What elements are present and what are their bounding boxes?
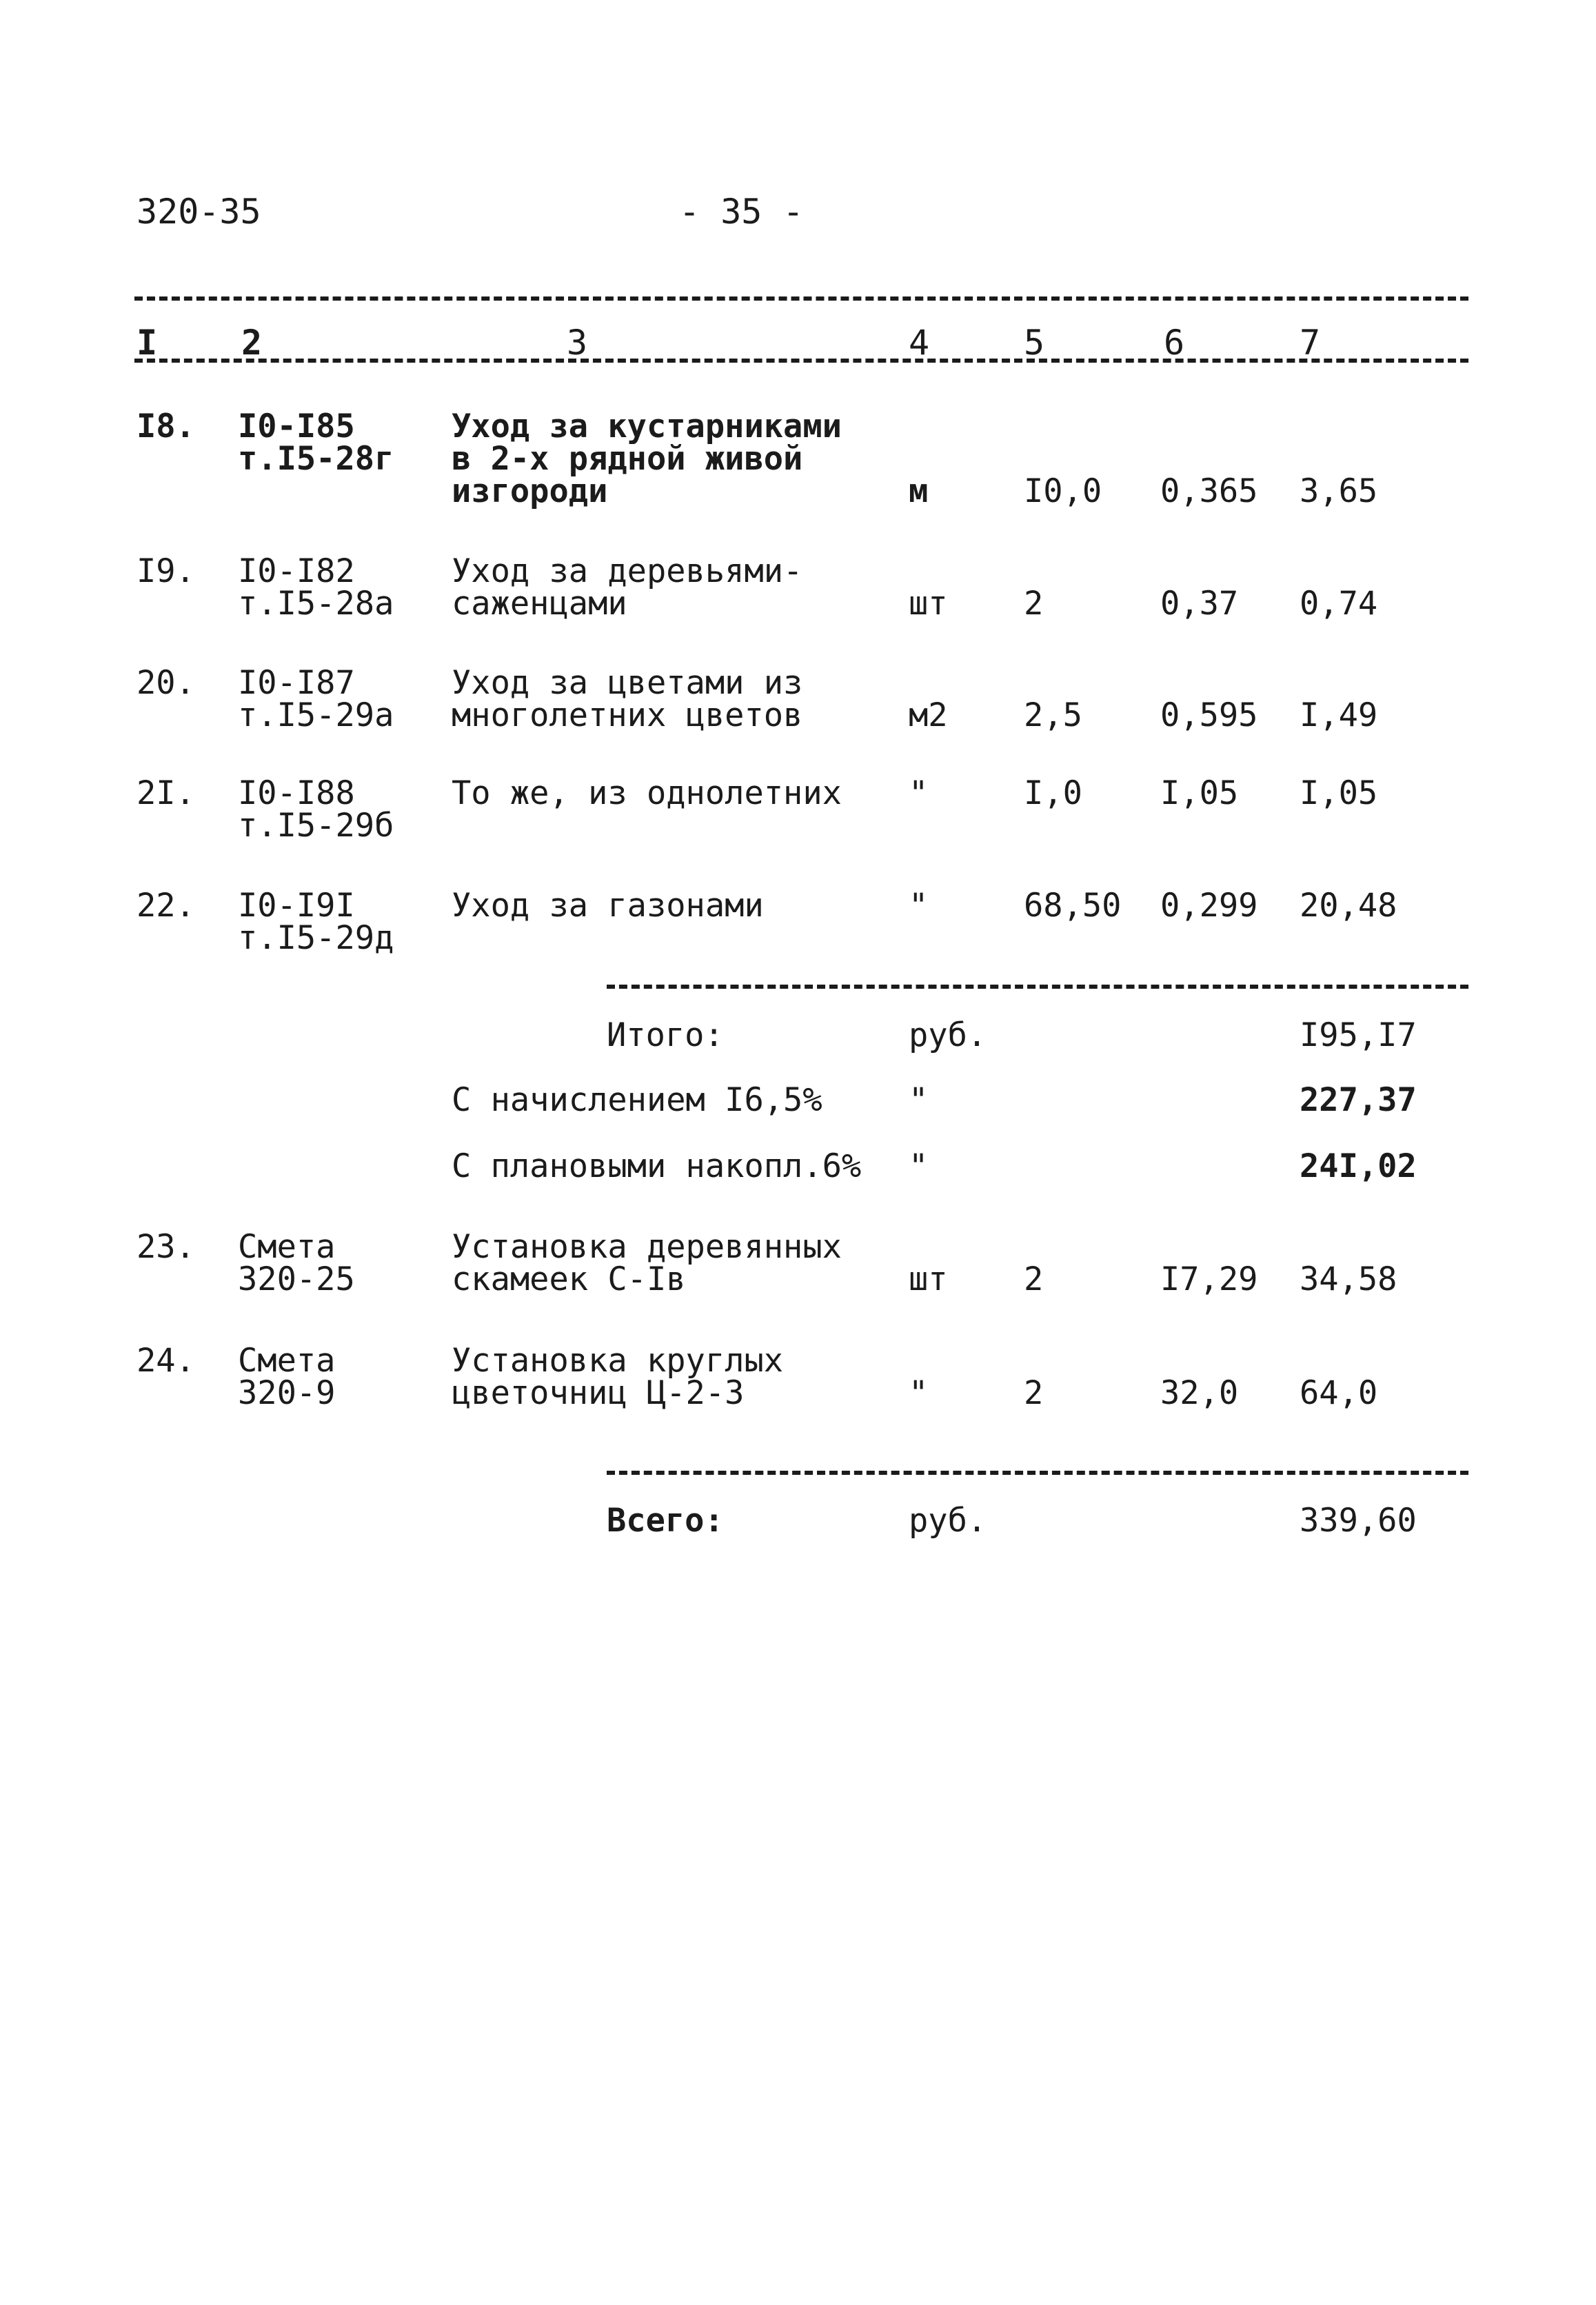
column-number: 2 [241, 323, 263, 363]
estimate-code: 320-25 [238, 1260, 355, 1298]
estimate-label: Смета [238, 1228, 336, 1266]
subtotal-rule [607, 985, 1468, 989]
table-top-rule [134, 296, 1468, 301]
column-number: 4 [909, 323, 930, 363]
unit-price: 0,299 [1160, 887, 1258, 925]
work-description: цветочниц Ц-2-3 [452, 1374, 745, 1412]
unit-price: I7,29 [1160, 1260, 1258, 1298]
norm-table-ref: т.I5-29а [238, 696, 394, 734]
subtotal-value: I95,I7 [1300, 1016, 1417, 1054]
column-number: 3 [567, 323, 588, 363]
work-description: саженцами [452, 585, 627, 623]
grand-total-unit: руб. [909, 1502, 987, 1540]
quantity: I,0 [1024, 774, 1082, 812]
unit: " [909, 1374, 929, 1412]
unit: " [909, 887, 929, 925]
quantity: 68,50 [1024, 887, 1122, 925]
unit-price: 0,37 [1160, 585, 1239, 623]
row-number: 2I. [137, 774, 195, 812]
row-number: I8. [137, 407, 195, 445]
row-number: I9. [137, 552, 195, 590]
column-number: 6 [1164, 323, 1185, 363]
row-total: I,49 [1300, 696, 1378, 734]
norm-table-ref: т.I5-28г [238, 440, 394, 478]
column-number: 5 [1024, 323, 1045, 363]
planned-savings-unit: " [909, 1147, 929, 1185]
work-description: То же, из однолетних [452, 774, 842, 812]
surcharge-value: 227,37 [1300, 1081, 1417, 1119]
quantity: 2 [1024, 1260, 1044, 1298]
planned-savings-value: 24I,02 [1300, 1147, 1417, 1185]
norm-table-ref: т.I5-29д [238, 919, 394, 957]
grand-total-value: 339,60 [1300, 1502, 1417, 1540]
quantity: 2 [1024, 585, 1044, 623]
unit: " [909, 774, 929, 812]
norm-code: I0-I88 [238, 774, 355, 812]
column-number: I [137, 323, 158, 363]
estimate-label: Смета [238, 1342, 336, 1380]
row-total: 34,58 [1300, 1260, 1397, 1298]
estimate-code: 320-9 [238, 1374, 336, 1412]
subtotal-label: Итого: [607, 1016, 724, 1054]
quantity: I0,0 [1024, 472, 1102, 510]
row-total: 20,48 [1300, 887, 1397, 925]
unit: м2 [909, 696, 948, 734]
row-total: 64,0 [1300, 1374, 1378, 1412]
row-number: 22. [137, 887, 195, 925]
norm-table-ref: т.I5-28а [238, 585, 394, 623]
column-number: 7 [1300, 323, 1321, 363]
document-code: 320-35 [137, 192, 261, 232]
norm-code: I0-I9I [238, 887, 355, 925]
unit-price: 0,365 [1160, 472, 1258, 510]
work-description: многолетних цветов [452, 696, 803, 734]
norm-code: I0-I82 [238, 552, 355, 590]
quantity: 2 [1024, 1374, 1044, 1412]
surcharge-unit: " [909, 1081, 929, 1119]
work-description: в 2-х рядной живой [452, 440, 803, 478]
unit: шт [909, 1260, 948, 1298]
unit-price: I,05 [1160, 774, 1239, 812]
work-description: Уход за кустарниками [452, 407, 842, 445]
row-total: 0,74 [1300, 585, 1378, 623]
surcharge-label: С начислением I6,5% [452, 1081, 822, 1119]
row-total: 3,65 [1300, 472, 1378, 510]
row-number: 24. [137, 1342, 195, 1380]
row-number: 20. [137, 664, 195, 702]
unit: м [909, 472, 929, 510]
grand-total-label: Всего: [607, 1502, 724, 1540]
page-number: - 35 - [679, 192, 804, 232]
planned-savings-label: С плановыми накопл.6% [452, 1147, 862, 1185]
unit-price: 32,0 [1160, 1374, 1239, 1412]
row-number: 23. [137, 1228, 195, 1266]
norm-table-ref: т.I5-29б [238, 807, 394, 845]
subtotal-unit: руб. [909, 1016, 987, 1054]
work-description: Установка деревянных [452, 1228, 842, 1266]
quantity: 2,5 [1024, 696, 1082, 734]
work-description: изгороди [452, 472, 608, 510]
norm-code: I0-I87 [238, 664, 355, 702]
work-description: Установка круглых [452, 1342, 784, 1380]
work-description: скамеек С-Iв [452, 1260, 686, 1298]
unit-price: 0,595 [1160, 696, 1258, 734]
column-header-rule [134, 359, 1468, 363]
norm-code: I0-I85 [238, 407, 355, 445]
row-total: I,05 [1300, 774, 1378, 812]
work-description: Уход за газонами [452, 887, 764, 925]
grand-total-rule [607, 1471, 1468, 1475]
work-description: Уход за деревьями- [452, 552, 803, 590]
unit: шт [909, 585, 948, 623]
work-description: Уход за цветами из [452, 664, 803, 702]
